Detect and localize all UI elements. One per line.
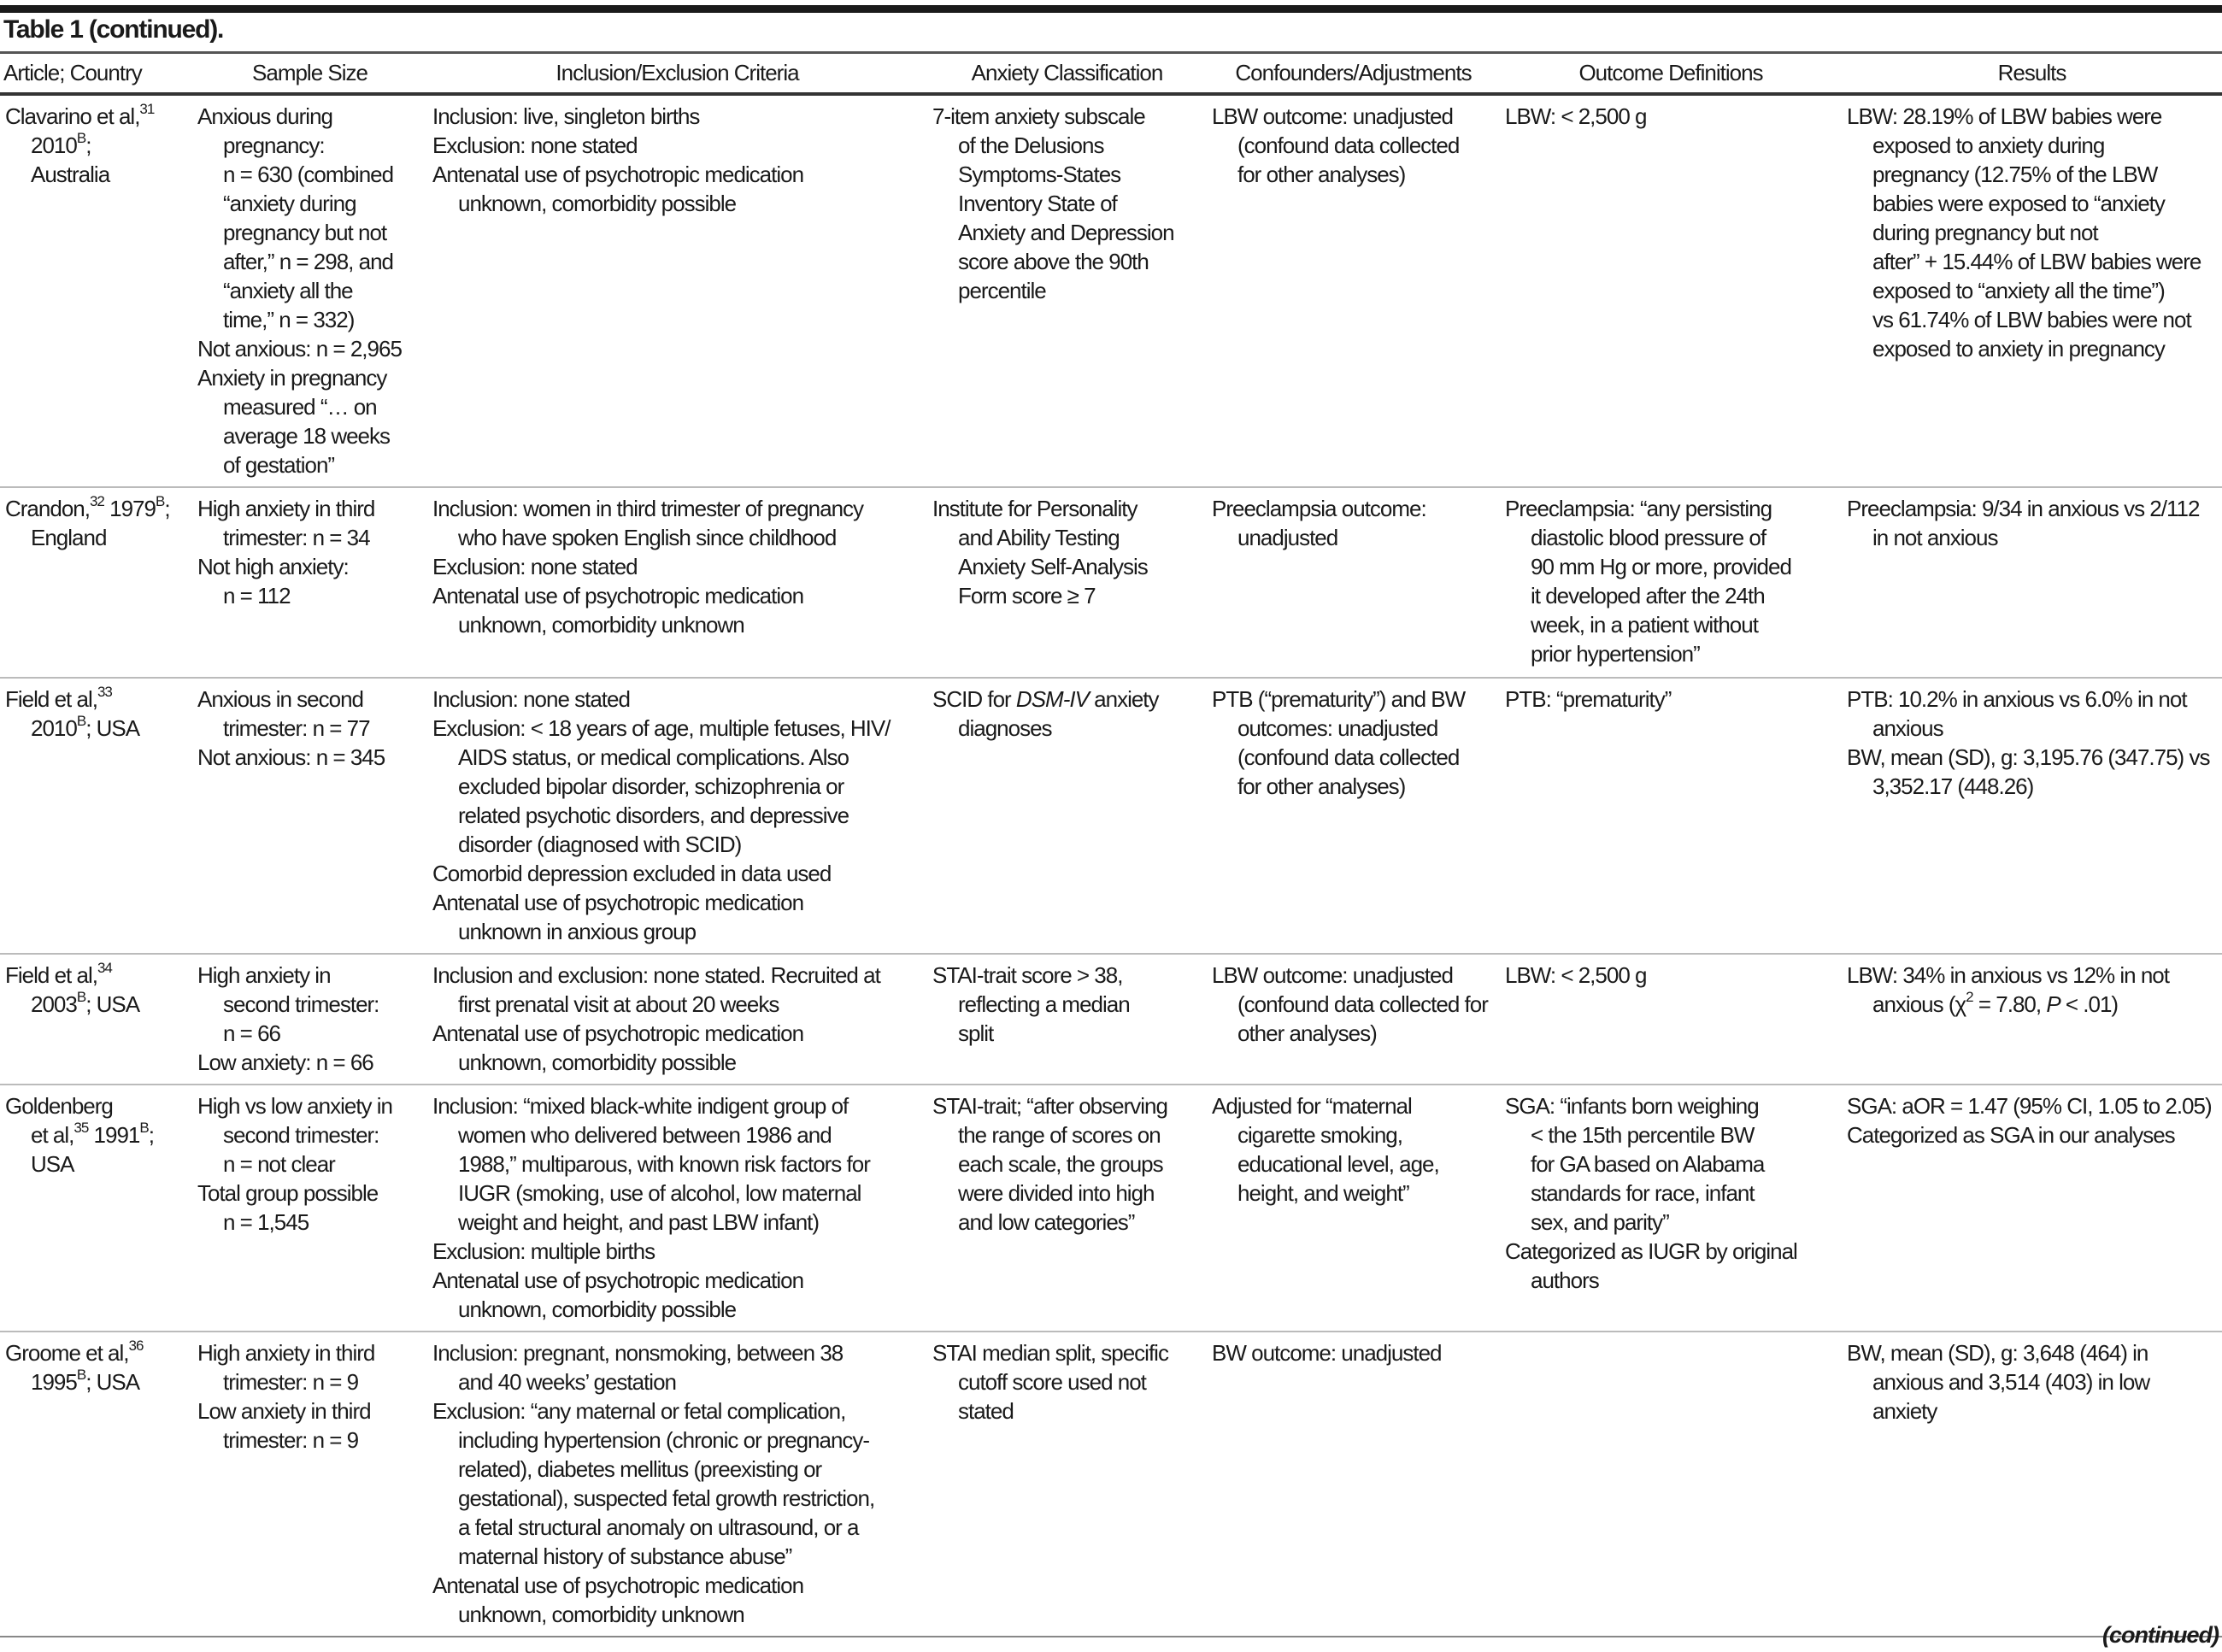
cell-sample-size bbox=[192, 954, 427, 1085]
text-line: High vs low anxiety in bbox=[197, 1092, 392, 1119]
cell-criteria bbox=[427, 954, 927, 1085]
text-line: n = 1,545 bbox=[223, 1208, 309, 1235]
col-header-confounders: Confounders/Adjustments bbox=[1235, 60, 1472, 86]
text-line: educational level, age, bbox=[1237, 1150, 1439, 1177]
text-line: related), diabetes mellitus (preexisting or bbox=[458, 1455, 822, 1482]
text-line: Total group possible bbox=[197, 1179, 379, 1206]
text-line: LBW: < 2,500 g bbox=[1505, 961, 1647, 988]
text-line: STAI median split, specific bbox=[932, 1339, 1168, 1366]
text-segment: = 7.80, bbox=[1972, 991, 2047, 1017]
text-line: Inclusion: women in third trimester of pregnancy bbox=[432, 495, 864, 521]
text-line: unadjusted bbox=[1237, 524, 1338, 550]
cell-confounders bbox=[1207, 1332, 1500, 1637]
text-line: 1988,” multiparous, with known risk factors for bbox=[458, 1150, 870, 1177]
text-line: each scale, the groups bbox=[958, 1150, 1163, 1177]
superscript: B bbox=[76, 712, 86, 729]
text-line: Preeclampsia outcome: bbox=[1212, 495, 1426, 521]
text-line: related psychotic disorders, and depressive bbox=[458, 802, 849, 828]
text-line: SGA: aOR = 1.47 (95% CI, 1.05 to 2.05) bbox=[1847, 1092, 2212, 1119]
text-line: unknown, comorbidity possible bbox=[458, 190, 737, 216]
text-line: Adjusted for “maternal bbox=[1212, 1092, 1412, 1119]
text-line: 3,352.17 (448.26) bbox=[1872, 773, 2034, 799]
text-line: time,” n = 332) bbox=[223, 306, 355, 332]
text-line: excluded bipolar disorder, schizophrenia or bbox=[458, 773, 844, 799]
text-line bbox=[932, 685, 1202, 714]
text-line: split bbox=[958, 1020, 994, 1046]
text-segment: ; bbox=[148, 1121, 154, 1148]
text-segment: SCID for bbox=[932, 685, 1016, 712]
text-line bbox=[5, 102, 187, 131]
text-line: Inclusion: live, singleton births bbox=[432, 103, 700, 129]
superscript: B bbox=[155, 492, 165, 509]
cell-sample-size bbox=[192, 1332, 427, 1637]
header-row bbox=[0, 53, 2222, 94]
text-line: disorder (diagnosed with SCID) bbox=[458, 831, 742, 857]
text-line: Antenatal use of psychotropic medication bbox=[432, 1020, 804, 1046]
table-row bbox=[0, 1085, 2222, 1332]
text-line: Symptoms-States bbox=[958, 161, 1121, 187]
text-segment: 1991 bbox=[88, 1121, 140, 1148]
text-line: height, and weight” bbox=[1237, 1179, 1409, 1206]
text-line: first prenatal visit at about 20 weeks bbox=[458, 991, 779, 1017]
text-line: Not anxious: n = 345 bbox=[197, 744, 385, 770]
text-line: Exclusion: none stated bbox=[432, 132, 638, 158]
cell-anxiety-classification bbox=[927, 1332, 1207, 1637]
table-row bbox=[0, 954, 2222, 1085]
text-line: USA bbox=[31, 1150, 74, 1177]
text-line: during pregnancy but not bbox=[1872, 219, 2098, 245]
text-line: SGA: “infants born weighing bbox=[1505, 1092, 1759, 1119]
text-line: (confound data collected bbox=[1237, 132, 1460, 158]
text-segment: ; USA bbox=[85, 1368, 140, 1395]
text-line: (confound data collected for bbox=[1237, 991, 1488, 1017]
superscript: B bbox=[76, 988, 86, 1005]
text-line: pregnancy: bbox=[223, 132, 325, 158]
cell-outcome-definitions bbox=[1500, 1332, 1842, 1637]
text-line: “anxiety all the bbox=[223, 277, 353, 303]
text-line: trimester: n = 9 bbox=[223, 1368, 359, 1395]
cell-criteria bbox=[427, 678, 927, 954]
superscript: 32 bbox=[89, 492, 104, 509]
cell-results bbox=[1842, 1332, 2222, 1637]
table-row bbox=[0, 678, 2222, 954]
text-line: who have spoken English since childhood bbox=[458, 524, 837, 550]
text-line: Form score ≥ 7 bbox=[958, 582, 1096, 608]
cell-outcome-definitions bbox=[1500, 94, 1842, 487]
text-line: after,” n = 298, and bbox=[223, 248, 393, 274]
text-line: High anxiety in bbox=[197, 961, 331, 988]
text-line: Preeclampsia: “any persisting bbox=[1505, 495, 1772, 521]
text-line: Inclusion: “mixed black-white indigent group of bbox=[432, 1092, 849, 1119]
text-line bbox=[5, 685, 187, 714]
text-line: exposed to “anxiety all the time”) bbox=[1872, 277, 2165, 303]
text-line: other analyses) bbox=[1237, 1020, 1377, 1046]
text-line: Comorbid depression excluded in data used bbox=[432, 860, 832, 886]
italic-text: DSM-IV bbox=[1015, 685, 1089, 712]
text-line: 7-item anxiety subscale bbox=[932, 103, 1145, 129]
text-line: Antenatal use of psychotropic medication bbox=[432, 161, 804, 187]
text-line: Anxiety and Depression bbox=[958, 219, 1174, 245]
cell-anxiety-classification bbox=[927, 954, 1207, 1085]
table-row bbox=[0, 1332, 2222, 1637]
cell-confounders bbox=[1207, 678, 1500, 954]
text-line: gestational), suspected fetal growth restriction, bbox=[458, 1484, 875, 1511]
superscript: 31 bbox=[139, 100, 155, 117]
text-line: STAI-trait score > 38, bbox=[932, 961, 1123, 988]
text-line: Goldenberg bbox=[5, 1092, 113, 1119]
text-segment: Groome et al, bbox=[5, 1339, 129, 1366]
superscript: 36 bbox=[128, 1337, 144, 1354]
text-segment: 2010 bbox=[31, 132, 77, 158]
text-line: and low categories” bbox=[958, 1208, 1135, 1235]
text-line bbox=[5, 990, 187, 1019]
text-segment: Crandon, bbox=[5, 495, 90, 521]
text-line: stated bbox=[958, 1397, 1014, 1424]
cell-sample-size bbox=[192, 94, 427, 487]
superscript: 33 bbox=[97, 683, 112, 700]
text-line: LBW outcome: unadjusted bbox=[1212, 961, 1453, 988]
top-rule bbox=[0, 5, 2222, 13]
continued-note: (continued) bbox=[2102, 1622, 2219, 1648]
text-line: Inclusion: pregnant, nonsmoking, between 38 bbox=[432, 1339, 844, 1366]
cell-outcome-definitions bbox=[1500, 487, 1842, 678]
text-line: for GA based on Alabama bbox=[1531, 1150, 1765, 1177]
text-line: LBW outcome: unadjusted bbox=[1212, 103, 1453, 129]
text-line: Low anxiety: n = 66 bbox=[197, 1049, 373, 1075]
cell-article bbox=[0, 1332, 192, 1637]
text-line: prior hypertension” bbox=[1531, 640, 1700, 667]
text-line: in not anxious bbox=[1872, 524, 1998, 550]
text-line bbox=[1847, 990, 2217, 1019]
text-line: Exclusion: “any maternal or fetal complication, bbox=[432, 1397, 846, 1424]
col-header-results: Results bbox=[1997, 60, 2066, 86]
text-line: BW outcome: unadjusted bbox=[1212, 1339, 1442, 1366]
cell-sample-size bbox=[192, 487, 427, 678]
text-line: LBW: < 2,500 g bbox=[1505, 103, 1647, 129]
text-line: Categorized as IUGR by original bbox=[1505, 1238, 1797, 1264]
text-segment: Field et al, bbox=[5, 961, 97, 988]
cell-confounders bbox=[1207, 954, 1500, 1085]
text-line: percentile bbox=[958, 277, 1046, 303]
text-line: the range of scores on bbox=[958, 1121, 1161, 1148]
text-line: week, in a patient without bbox=[1531, 611, 1758, 638]
cell-sample-size bbox=[192, 678, 427, 954]
text-line: PTB: “prematurity” bbox=[1505, 685, 1672, 712]
text-line: anxious bbox=[1872, 714, 1943, 741]
text-line: sex, and parity” bbox=[1531, 1208, 1669, 1235]
cell-article bbox=[0, 1085, 192, 1332]
text-line: and 40 weeks’ gestation bbox=[458, 1368, 677, 1395]
superscript: 34 bbox=[97, 959, 112, 976]
cell-criteria bbox=[427, 1085, 927, 1332]
text-line: Exclusion: multiple births bbox=[432, 1238, 655, 1264]
text-segment: et al, bbox=[31, 1121, 74, 1148]
text-line: trimester: n = 34 bbox=[223, 524, 370, 550]
text-line: of gestation” bbox=[223, 451, 335, 478]
text-segment: 2003 bbox=[31, 991, 77, 1017]
text-line: PTB (“prematurity”) and BW bbox=[1212, 685, 1466, 712]
text-line: women who delivered between 1986 and bbox=[458, 1121, 832, 1148]
cell-anxiety-classification bbox=[927, 487, 1207, 678]
col-header-article: Article; Country bbox=[3, 60, 142, 86]
text-line: unknown, comorbidity unknown bbox=[458, 611, 744, 638]
cell-confounders bbox=[1207, 94, 1500, 487]
text-line: Anxiety Self-Analysis bbox=[958, 553, 1148, 579]
text-line: Anxious during bbox=[197, 103, 332, 129]
text-line: Antenatal use of psychotropic medication bbox=[432, 1572, 804, 1598]
text-line: anxious and 3,514 (403) in low bbox=[1872, 1368, 2150, 1395]
text-line: were divided into high bbox=[958, 1179, 1155, 1206]
text-line: of the Delusions bbox=[958, 132, 1104, 158]
text-line: High anxiety in third bbox=[197, 495, 375, 521]
text-line: Antenatal use of psychotropic medication bbox=[432, 889, 804, 915]
text-line: Preeclampsia: 9/34 in anxious vs 2/112 bbox=[1847, 495, 2200, 521]
superscript: B bbox=[76, 129, 86, 146]
text-line bbox=[5, 714, 187, 743]
text-line: “anxiety during bbox=[223, 190, 356, 216]
cell-anxiety-classification bbox=[927, 678, 1207, 954]
text-line: second trimester: bbox=[223, 991, 379, 1017]
text-line: pregnancy (12.75% of the LBW bbox=[1872, 161, 2158, 187]
text-line: babies were exposed to “anxiety bbox=[1872, 190, 2165, 216]
text-line: Low anxiety in third bbox=[197, 1397, 371, 1424]
col-header-outcome-definitions: Outcome Definitions bbox=[1578, 60, 1763, 86]
text-line: for other analyses) bbox=[1237, 773, 1406, 799]
text-line: measured “… on bbox=[223, 393, 377, 420]
cell-results bbox=[1842, 487, 2222, 678]
text-line: including hypertension (chronic or pregnancy- bbox=[458, 1426, 870, 1453]
text-line: PTB: 10.2% in anxious vs 6.0% in not bbox=[1847, 685, 2187, 712]
text-line: BW, mean (SD), g: 3,648 (464) in bbox=[1847, 1339, 2149, 1366]
text-segment: ; bbox=[164, 495, 170, 521]
text-line bbox=[5, 1367, 187, 1396]
text-line: unknown, comorbidity possible bbox=[458, 1296, 737, 1322]
text-segment: 1979 bbox=[103, 495, 156, 521]
col-header-anxiety-classification: Anxiety Classification bbox=[971, 60, 1163, 86]
col-header-sample-size: Sample Size bbox=[252, 60, 367, 86]
text-line bbox=[5, 1338, 187, 1367]
text-line: Inclusion: none stated bbox=[432, 685, 630, 712]
text-line: diastolic blood pressure of bbox=[1531, 524, 1766, 550]
text-line: trimester: n = 9 bbox=[223, 1426, 359, 1453]
text-segment: Clavarino et al, bbox=[5, 103, 140, 129]
text-line: n = 630 (combined bbox=[223, 161, 394, 187]
text-line: n = 112 bbox=[223, 582, 291, 608]
cell-criteria bbox=[427, 487, 927, 678]
superscript: B bbox=[139, 1119, 149, 1136]
text-line bbox=[5, 131, 187, 160]
text-line: cutoff score used not bbox=[958, 1368, 1146, 1395]
text-line: Institute for Personality bbox=[932, 495, 1137, 521]
text-line: Australia bbox=[31, 161, 110, 187]
italic-text: P bbox=[2046, 991, 2060, 1017]
text-line: High anxiety in third bbox=[197, 1339, 375, 1366]
table-body bbox=[0, 94, 2222, 1637]
text-line: a fetal structural anomaly on ultrasound, or a bbox=[458, 1514, 859, 1540]
text-line: score above the 90th bbox=[958, 248, 1149, 274]
cell-results bbox=[1842, 678, 2222, 954]
cell-outcome-definitions bbox=[1500, 1085, 1842, 1332]
cell-article bbox=[0, 487, 192, 678]
cell-anxiety-classification bbox=[927, 1085, 1207, 1332]
text-line: and Ability Testing bbox=[958, 524, 1120, 550]
text-segment: 1995 bbox=[31, 1368, 77, 1395]
text-line: Inventory State of bbox=[958, 190, 1117, 216]
col-header-criteria: Inclusion/Exclusion Criteria bbox=[556, 60, 799, 86]
cell-confounders bbox=[1207, 487, 1500, 678]
superscript: 2 bbox=[1966, 988, 1973, 1005]
text-line: average 18 weeks bbox=[223, 422, 391, 449]
text-segment: Field et al, bbox=[5, 685, 97, 712]
text-segment: ; USA bbox=[85, 714, 140, 741]
text-segment: 2010 bbox=[31, 714, 77, 741]
text-line: Not high anxiety: bbox=[197, 553, 349, 579]
text-segment: ; USA bbox=[85, 991, 140, 1017]
text-line: Not anxious: n = 2,965 bbox=[197, 335, 402, 362]
text-line: AIDS status, or medical complications. Also bbox=[458, 744, 849, 770]
text-line: STAI-trait; “after observing bbox=[932, 1092, 1167, 1119]
text-line bbox=[5, 1120, 187, 1149]
cell-confounders bbox=[1207, 1085, 1500, 1332]
text-line: vs 61.74% of LBW babies were not bbox=[1872, 306, 2191, 332]
text-line: < the 15th percentile BW bbox=[1531, 1121, 1755, 1148]
text-line: 90 mm Hg or more, provided bbox=[1531, 553, 1791, 579]
text-line: Exclusion: < 18 years of age, multiple fetuses, HIV/ bbox=[432, 714, 891, 741]
text-line: maternal history of substance abuse” bbox=[458, 1543, 792, 1569]
text-line: it developed after the 24th bbox=[1531, 582, 1765, 608]
text-line: England bbox=[31, 524, 107, 550]
text-line: diagnoses bbox=[958, 714, 1052, 741]
text-line: pregnancy but not bbox=[223, 219, 387, 245]
text-line: authors bbox=[1531, 1267, 1599, 1293]
cell-outcome-definitions bbox=[1500, 954, 1842, 1085]
cell-outcome-definitions bbox=[1500, 678, 1842, 954]
text-line: trimester: n = 77 bbox=[223, 714, 370, 741]
text-segment: anxious (χ bbox=[1872, 991, 1966, 1017]
cell-criteria bbox=[427, 94, 927, 487]
text-segment: ; bbox=[85, 132, 91, 158]
text-line: second trimester: bbox=[223, 1121, 379, 1148]
text-line: unknown, comorbidity unknown bbox=[458, 1601, 744, 1627]
studies-table bbox=[0, 51, 2222, 1637]
superscript: B bbox=[76, 1366, 86, 1383]
table-row bbox=[0, 487, 2222, 678]
text-line: unknown in anxious group bbox=[458, 918, 697, 944]
text-line: BW, mean (SD), g: 3,195.76 (347.75) vs bbox=[1847, 744, 2210, 770]
text-line bbox=[5, 961, 187, 990]
cell-sample-size bbox=[192, 1085, 427, 1332]
text-line: weight and height, and past LBW infant) bbox=[458, 1208, 820, 1235]
text-line: Inclusion and exclusion: none stated. Recruited at bbox=[432, 961, 880, 988]
text-line: reflecting a median bbox=[958, 991, 1130, 1017]
cell-results bbox=[1842, 1085, 2222, 1332]
text-line: Antenatal use of psychotropic medication bbox=[432, 582, 804, 608]
text-line: outcomes: unadjusted bbox=[1237, 714, 1438, 741]
text-line: for other analyses) bbox=[1237, 161, 1406, 187]
cell-results bbox=[1842, 954, 2222, 1085]
text-line: exposed to anxiety during bbox=[1872, 132, 2105, 158]
text-line: anxiety bbox=[1872, 1397, 1937, 1424]
superscript: 35 bbox=[73, 1119, 89, 1136]
cell-article bbox=[0, 678, 192, 954]
text-line: after” + 15.44% of LBW babies were bbox=[1872, 248, 2201, 274]
text-segment: anxiety bbox=[1088, 685, 1159, 712]
text-line: standards for race, infant bbox=[1531, 1179, 1755, 1206]
text-line: LBW: 28.19% of LBW babies were bbox=[1847, 103, 2162, 129]
text-line: IUGR (smoking, use of alcohol, low maternal bbox=[458, 1179, 861, 1206]
text-line bbox=[5, 494, 187, 523]
cell-criteria bbox=[427, 1332, 927, 1637]
text-line: n = not clear bbox=[223, 1150, 335, 1177]
text-segment: < .01) bbox=[2060, 991, 2119, 1017]
cell-article bbox=[0, 94, 192, 487]
cell-article bbox=[0, 954, 192, 1085]
text-line: LBW: 34% in anxious vs 12% in not bbox=[1847, 961, 2169, 988]
text-line: exposed to anxiety in pregnancy bbox=[1872, 335, 2165, 362]
cell-anxiety-classification bbox=[927, 94, 1207, 487]
text-line: Anxiety in pregnancy bbox=[197, 364, 387, 391]
cell-results bbox=[1842, 94, 2222, 487]
text-line: (confound data collected bbox=[1237, 744, 1460, 770]
text-line: Antenatal use of psychotropic medication bbox=[432, 1267, 804, 1293]
text-line: n = 66 bbox=[223, 1020, 281, 1046]
text-line: Exclusion: none stated bbox=[432, 553, 638, 579]
table-row bbox=[0, 94, 2222, 487]
text-line: Anxious in second bbox=[197, 685, 364, 712]
table-title: Table 1 (continued). bbox=[3, 15, 224, 44]
text-line: Categorized as SGA in our analyses bbox=[1847, 1121, 2175, 1148]
text-line: unknown, comorbidity possible bbox=[458, 1049, 737, 1075]
text-line: cigarette smoking, bbox=[1237, 1121, 1402, 1148]
